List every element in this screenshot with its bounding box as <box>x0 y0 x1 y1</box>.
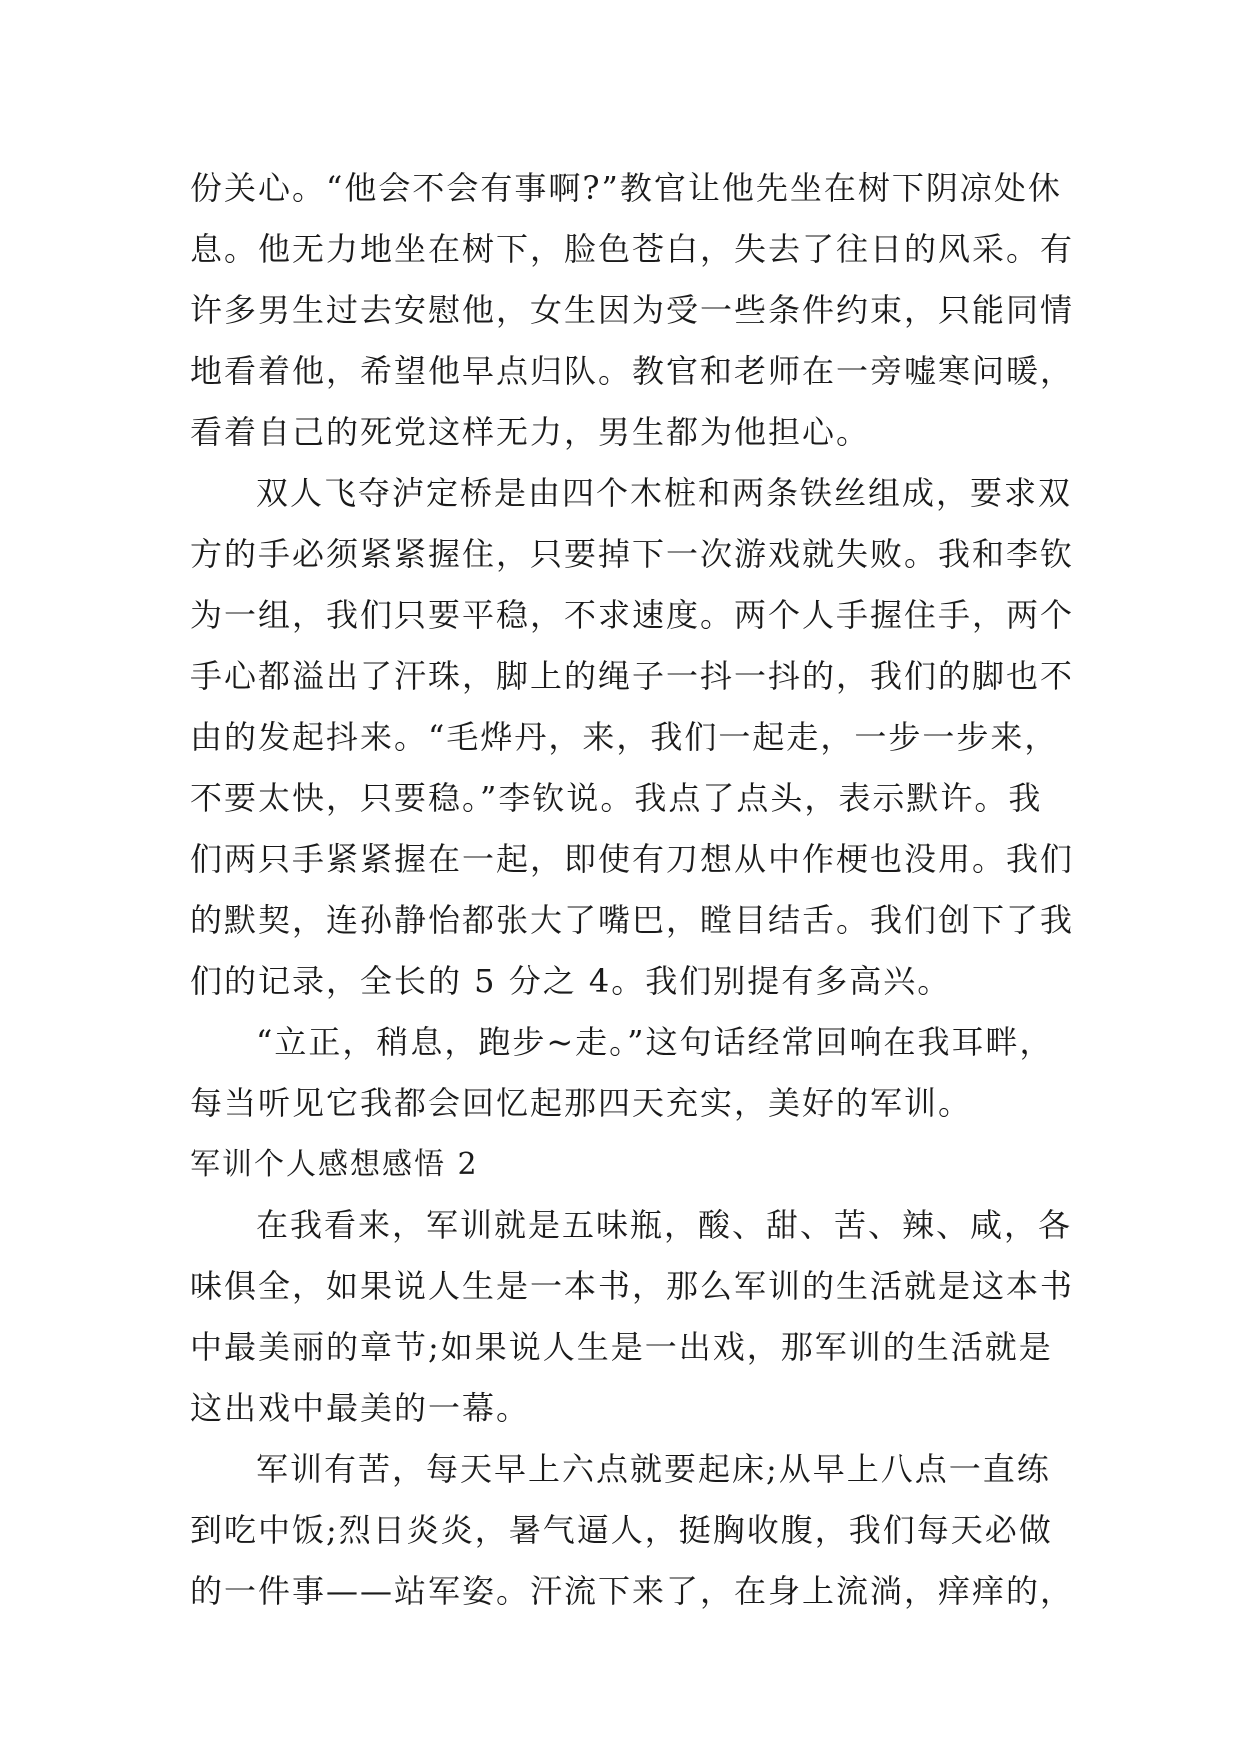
text-line: 为一组，我们只要平稳，不求速度。两个人手握住手，两个 <box>190 596 1075 634</box>
text-line: 在我看来，军训就是五味瓶，酸、甜、苦、辣、咸，各 <box>256 1206 1073 1244</box>
text-line: 手心都溢出了汗珠，脚上的绳子一抖一抖的，我们的脚也不 <box>190 657 1075 695</box>
document-body <box>190 158 1075 1622</box>
text-line: 不要太快，只要稳。”李钦说。我点了点头，表示默许。我 <box>190 779 1043 817</box>
text-line: 的默契，连孙静怡都张大了嘴巴，瞠目结舌。我们创下了我 <box>190 901 1075 939</box>
text-line: 味俱全，如果说人生是一本书，那么军训的生活就是这本书 <box>190 1267 1075 1305</box>
section-heading: 军训个人感想感悟 2 <box>190 1147 479 1182</box>
text-line: 份关心。“他会不会有事啊?”教官让他先坐在树下阴凉处休 <box>190 169 1062 207</box>
text-line: 们两只手紧紧握在一起，即使有刀想从中作梗也没用。我们 <box>190 840 1075 878</box>
text-line: 双人飞夺泸定桥是由四个木桩和两条铁丝组成，要求双 <box>256 474 1073 512</box>
text-line: 由的发起抖来。“毛烨丹，来，我们一起走，一步一步来， <box>190 718 1059 756</box>
text-line: 们的记录，全长的 5 分之 4。我们别提有多高兴。 <box>190 962 952 1000</box>
text-line: 息。他无力地坐在树下，脸色苍白，失去了往日的风采。有 <box>190 230 1075 268</box>
text-line: 地看着他，希望他早点归队。教官和老师在一旁嘘寒问暖， <box>190 352 1075 390</box>
text-block-2 <box>190 1195 1075 1622</box>
text-line: 看着自己的死党这样无力，男生都为他担心。 <box>190 413 871 451</box>
text-line: 的一件事——站军姿。汗流下来了，在身上流淌，痒痒的， <box>190 1572 1075 1610</box>
text-line: 每当听见它我都会回忆起那四天充实，美好的军训。 <box>190 1084 973 1122</box>
text-line: 方的手必须紧紧握住，只要掉下一次游戏就失败。我和李钦 <box>190 535 1075 573</box>
text-line: 许多男生过去安慰他，女生因为受一些条件约束，只能同情 <box>190 291 1075 329</box>
text-block-1 <box>190 158 1075 1134</box>
text-line: 军训有苦，每天早上六点就要起床;从早上八点一直练 <box>256 1450 1051 1488</box>
text-line: 到吃中饭;烈日炎炎，暑气逼人，挺胸收腹，我们每天必做 <box>190 1511 1053 1549</box>
text-line: “立正，稍息，跑步~走。”这句话经常回响在我耳畔， <box>256 1023 1054 1061</box>
text-line: 这出戏中最美的一幕。 <box>190 1389 531 1427</box>
text-line: 中最美丽的章节;如果说人生是一出戏，那军训的生活就是 <box>190 1328 1053 1366</box>
